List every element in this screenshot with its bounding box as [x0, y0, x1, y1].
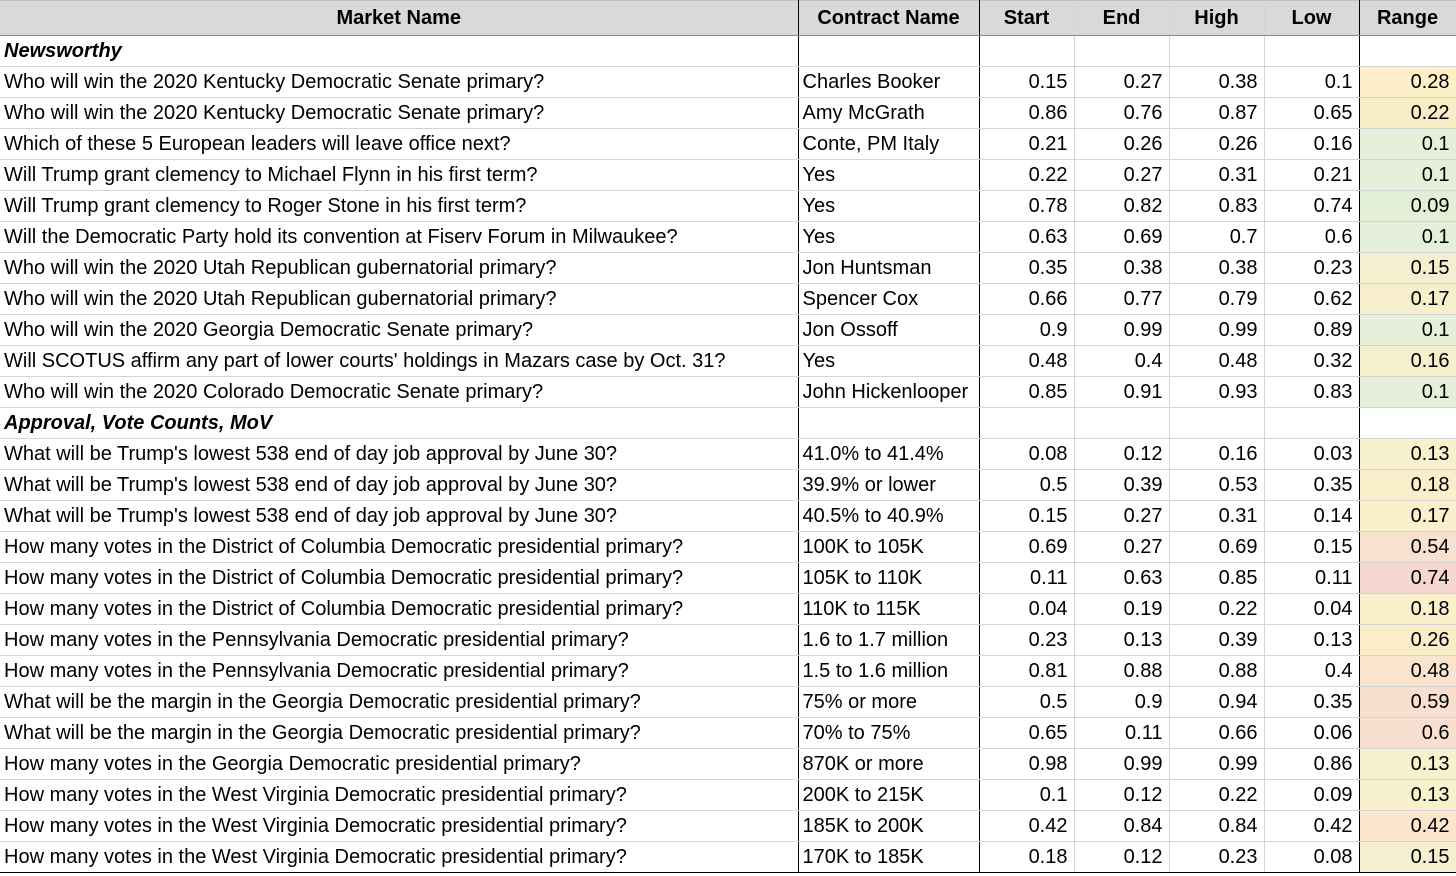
- header-contract-name[interactable]: Contract Name: [798, 1, 979, 36]
- cell-low[interactable]: 0.4: [1264, 656, 1359, 687]
- cell-low[interactable]: 0.1: [1264, 67, 1359, 98]
- cell-contract-name[interactable]: Jon Ossoff: [798, 315, 979, 346]
- section-title[interactable]: Newsworthy: [0, 36, 798, 67]
- cell-market-name[interactable]: How many votes in the District of Columbia Democratic presidential primary?: [0, 594, 798, 625]
- cell-end[interactable]: 0.69: [1074, 222, 1169, 253]
- cell-market-name[interactable]: What will be the margin in the Georgia Democratic presidential primary?: [0, 687, 798, 718]
- cell-end[interactable]: 0.27: [1074, 67, 1169, 98]
- cell-end[interactable]: 0.38: [1074, 253, 1169, 284]
- cell-end[interactable]: 0.76: [1074, 98, 1169, 129]
- cell-range[interactable]: 0.17: [1359, 501, 1456, 532]
- cell-market-name[interactable]: How many votes in the West Virginia Democratic presidential primary?: [0, 811, 798, 842]
- cell-range[interactable]: 0.54: [1359, 532, 1456, 563]
- table-row: [0, 284, 1456, 315]
- cell-start[interactable]: 0.69: [979, 532, 1074, 563]
- cell-low[interactable]: 0.21: [1264, 160, 1359, 191]
- cell-range[interactable]: 0.18: [1359, 470, 1456, 501]
- cell-contract-name[interactable]: 105K to 110K: [798, 563, 979, 594]
- cell-contract-name[interactable]: 100K to 105K: [798, 532, 979, 563]
- cell-contract-name[interactable]: Charles Booker: [798, 67, 979, 98]
- table-row: [0, 687, 1456, 718]
- cell-contract-name[interactable]: 110K to 115K: [798, 594, 979, 625]
- cell-end[interactable]: 0.27: [1074, 160, 1169, 191]
- cell-high[interactable]: 0.22: [1169, 780, 1264, 811]
- cell-contract-name[interactable]: 200K to 215K: [798, 780, 979, 811]
- table-row: [0, 501, 1456, 532]
- cell-low[interactable]: 0.83: [1264, 377, 1359, 408]
- cell-range[interactable]: 0.1: [1359, 377, 1456, 408]
- cell-end[interactable]: 0.12: [1074, 780, 1169, 811]
- table-row: [0, 377, 1456, 408]
- cell-empty[interactable]: [979, 36, 1074, 67]
- table-row: [0, 563, 1456, 594]
- cell-market-name[interactable]: How many votes in the West Virginia Democratic presidential primary?: [0, 780, 798, 811]
- cell-contract-name[interactable]: 39.9% or lower: [798, 470, 979, 501]
- header-start[interactable]: Start: [979, 1, 1074, 36]
- cell-start[interactable]: 0.5: [979, 687, 1074, 718]
- cell-market-name[interactable]: Will Trump grant clemency to Michael Flynn in his first term?: [0, 160, 798, 191]
- cell-end[interactable]: 0.4: [1074, 346, 1169, 377]
- table-row: [0, 439, 1456, 470]
- cell-high[interactable]: 0.99: [1169, 749, 1264, 780]
- cell-empty[interactable]: [1169, 408, 1264, 439]
- header-market-name[interactable]: Market Name: [0, 1, 798, 36]
- cell-market-name[interactable]: What will be Trump's lowest 538 end of day job approval by June 30?: [0, 470, 798, 501]
- cell-empty[interactable]: [1359, 408, 1456, 439]
- cell-range[interactable]: 0.74: [1359, 563, 1456, 594]
- cell-low[interactable]: 0.62: [1264, 284, 1359, 315]
- cell-high[interactable]: 0.48: [1169, 346, 1264, 377]
- cell-contract-name[interactable]: Spencer Cox: [798, 284, 979, 315]
- cell-low[interactable]: 0.42: [1264, 811, 1359, 842]
- cell-end[interactable]: 0.26: [1074, 129, 1169, 160]
- header-low[interactable]: Low: [1264, 1, 1359, 36]
- cell-empty[interactable]: [798, 36, 979, 67]
- table-row: [0, 253, 1456, 284]
- cell-high[interactable]: 0.88: [1169, 656, 1264, 687]
- header-row: [0, 1, 1456, 36]
- cell-range[interactable]: 0.15: [1359, 253, 1456, 284]
- cell-contract-name[interactable]: 170K to 185K: [798, 842, 979, 873]
- cell-start[interactable]: 0.15: [979, 501, 1074, 532]
- cell-contract-name[interactable]: 1.6 to 1.7 million: [798, 625, 979, 656]
- cell-range[interactable]: 0.17: [1359, 284, 1456, 315]
- cell-start[interactable]: 0.15: [979, 67, 1074, 98]
- header-high[interactable]: High: [1169, 1, 1264, 36]
- cell-high[interactable]: 0.79: [1169, 284, 1264, 315]
- cell-start[interactable]: 0.98: [979, 749, 1074, 780]
- cell-empty[interactable]: [1074, 36, 1169, 67]
- cell-range[interactable]: 0.13: [1359, 780, 1456, 811]
- table-row: [0, 718, 1456, 749]
- cell-market-name[interactable]: Who will win the 2020 Georgia Democratic Senate primary?: [0, 315, 798, 346]
- table-row: [0, 811, 1456, 842]
- cell-low[interactable]: 0.03: [1264, 439, 1359, 470]
- cell-start[interactable]: 0.08: [979, 439, 1074, 470]
- cell-high[interactable]: 0.39: [1169, 625, 1264, 656]
- cell-contract-name[interactable]: Conte, PM Italy: [798, 129, 979, 160]
- cell-end[interactable]: 0.77: [1074, 284, 1169, 315]
- cell-market-name[interactable]: Who will win the 2020 Utah Republican gubernatorial primary?: [0, 284, 798, 315]
- cell-high[interactable]: 0.16: [1169, 439, 1264, 470]
- cell-contract-name[interactable]: 185K to 200K: [798, 811, 979, 842]
- cell-high[interactable]: 0.66: [1169, 718, 1264, 749]
- cell-contract-name[interactable]: Yes: [798, 160, 979, 191]
- cell-market-name[interactable]: Who will win the 2020 Kentucky Democratic Senate primary?: [0, 98, 798, 129]
- cell-contract-name[interactable]: Amy McGrath: [798, 98, 979, 129]
- cell-market-name[interactable]: Who will win the 2020 Utah Republican gubernatorial primary?: [0, 253, 798, 284]
- cell-range[interactable]: 0.48: [1359, 656, 1456, 687]
- cell-contract-name[interactable]: 40.5% to 40.9%: [798, 501, 979, 532]
- cell-low[interactable]: 0.13: [1264, 625, 1359, 656]
- cell-range[interactable]: 0.22: [1359, 98, 1456, 129]
- cell-high[interactable]: 0.31: [1169, 501, 1264, 532]
- cell-empty[interactable]: [1264, 408, 1359, 439]
- cell-end[interactable]: 0.11: [1074, 718, 1169, 749]
- cell-start[interactable]: 0.65: [979, 718, 1074, 749]
- cell-range[interactable]: 0.16: [1359, 346, 1456, 377]
- cell-start[interactable]: 0.11: [979, 563, 1074, 594]
- cell-low[interactable]: 0.23: [1264, 253, 1359, 284]
- cell-range[interactable]: 0.26: [1359, 625, 1456, 656]
- cell-end[interactable]: 0.13: [1074, 625, 1169, 656]
- cell-contract-name[interactable]: 70% to 75%: [798, 718, 979, 749]
- table-row: [0, 129, 1456, 160]
- table-row: [0, 67, 1456, 98]
- cell-low[interactable]: 0.09: [1264, 780, 1359, 811]
- cell-high[interactable]: 0.23: [1169, 842, 1264, 873]
- cell-range[interactable]: 0.59: [1359, 687, 1456, 718]
- cell-low[interactable]: 0.14: [1264, 501, 1359, 532]
- cell-start[interactable]: 0.35: [979, 253, 1074, 284]
- cell-range[interactable]: 0.13: [1359, 439, 1456, 470]
- cell-low[interactable]: 0.86: [1264, 749, 1359, 780]
- cell-high[interactable]: 0.31: [1169, 160, 1264, 191]
- cell-start[interactable]: 0.23: [979, 625, 1074, 656]
- cell-range[interactable]: 0.15: [1359, 842, 1456, 873]
- cell-end[interactable]: 0.84: [1074, 811, 1169, 842]
- cell-end[interactable]: 0.82: [1074, 191, 1169, 222]
- cell-range[interactable]: 0.18: [1359, 594, 1456, 625]
- cell-range[interactable]: 0.1: [1359, 160, 1456, 191]
- cell-contract-name[interactable]: 75% or more: [798, 687, 979, 718]
- table-row: [0, 594, 1456, 625]
- cell-start[interactable]: 0.5: [979, 470, 1074, 501]
- cell-end[interactable]: 0.91: [1074, 377, 1169, 408]
- table-row: [0, 191, 1456, 222]
- cell-low[interactable]: 0.35: [1264, 687, 1359, 718]
- cell-market-name[interactable]: How many votes in the West Virginia Democratic presidential primary?: [0, 842, 798, 873]
- cell-high[interactable]: 0.7: [1169, 222, 1264, 253]
- cell-high[interactable]: 0.84: [1169, 811, 1264, 842]
- cell-market-name[interactable]: What will be the margin in the Georgia Democratic presidential primary?: [0, 718, 798, 749]
- cell-contract-name[interactable]: Yes: [798, 222, 979, 253]
- cell-market-name[interactable]: What will be Trump's lowest 538 end of day job approval by June 30?: [0, 439, 798, 470]
- cell-contract-name[interactable]: 870K or more: [798, 749, 979, 780]
- table-row: [0, 222, 1456, 253]
- cell-market-name[interactable]: How many votes in the Georgia Democratic presidential primary?: [0, 749, 798, 780]
- cell-market-name[interactable]: Who will win the 2020 Kentucky Democratic Senate primary?: [0, 67, 798, 98]
- cell-start[interactable]: 0.86: [979, 98, 1074, 129]
- cell-contract-name[interactable]: 1.5 to 1.6 million: [798, 656, 979, 687]
- cell-contract-name[interactable]: John Hickenlooper: [798, 377, 979, 408]
- cell-start[interactable]: 0.1: [979, 780, 1074, 811]
- cell-end[interactable]: 0.19: [1074, 594, 1169, 625]
- table-row: [0, 160, 1456, 191]
- cell-high[interactable]: 0.26: [1169, 129, 1264, 160]
- cell-range[interactable]: 0.1: [1359, 129, 1456, 160]
- cell-low[interactable]: 0.15: [1264, 532, 1359, 563]
- cell-high[interactable]: 0.53: [1169, 470, 1264, 501]
- table-row: [0, 749, 1456, 780]
- cell-start[interactable]: 0.42: [979, 811, 1074, 842]
- cell-low[interactable]: 0.08: [1264, 842, 1359, 873]
- cell-contract-name[interactable]: 41.0% to 41.4%: [798, 439, 979, 470]
- cell-market-name[interactable]: How many votes in the Pennsylvania Democratic presidential primary?: [0, 656, 798, 687]
- cell-contract-name[interactable]: Jon Huntsman: [798, 253, 979, 284]
- cell-high[interactable]: 0.94: [1169, 687, 1264, 718]
- cell-empty[interactable]: [1169, 36, 1264, 67]
- cell-market-name[interactable]: Which of these 5 European leaders will leave office next?: [0, 129, 798, 160]
- cell-low[interactable]: 0.65: [1264, 98, 1359, 129]
- cell-range[interactable]: 0.28: [1359, 67, 1456, 98]
- cell-empty[interactable]: [979, 408, 1074, 439]
- cell-end[interactable]: 0.88: [1074, 656, 1169, 687]
- table-row: [0, 625, 1456, 656]
- cell-contract-name[interactable]: Yes: [798, 191, 979, 222]
- cell-market-name[interactable]: Will SCOTUS affirm any part of lower courts' holdings in Mazars case by Oct. 31?: [0, 346, 798, 377]
- cell-start[interactable]: 0.81: [979, 656, 1074, 687]
- cell-end[interactable]: 0.99: [1074, 749, 1169, 780]
- cell-range[interactable]: 0.13: [1359, 749, 1456, 780]
- cell-low[interactable]: 0.35: [1264, 470, 1359, 501]
- table-row: [0, 98, 1456, 129]
- table-row: [0, 470, 1456, 501]
- table-row: [0, 842, 1456, 873]
- cell-start[interactable]: 0.21: [979, 129, 1074, 160]
- cell-market-name[interactable]: How many votes in the District of Columbia Democratic presidential primary?: [0, 563, 798, 594]
- cell-range[interactable]: 0.42: [1359, 811, 1456, 842]
- table-row: [0, 532, 1456, 563]
- cell-market-name[interactable]: Will the Democratic Party hold its convention at Fiserv Forum in Milwaukee?: [0, 222, 798, 253]
- cell-start[interactable]: 0.22: [979, 160, 1074, 191]
- cell-market-name[interactable]: How many votes in the District of Columbia Democratic presidential primary?: [0, 532, 798, 563]
- cell-high[interactable]: 0.22: [1169, 594, 1264, 625]
- cell-high[interactable]: 0.87: [1169, 98, 1264, 129]
- cell-end[interactable]: 0.12: [1074, 439, 1169, 470]
- cell-empty[interactable]: [1359, 36, 1456, 67]
- cell-market-name[interactable]: Will Trump grant clemency to Roger Stone in his first term?: [0, 191, 798, 222]
- cell-low[interactable]: 0.32: [1264, 346, 1359, 377]
- cell-range[interactable]: 0.09: [1359, 191, 1456, 222]
- cell-market-name[interactable]: What will be Trump's lowest 538 end of day job approval by June 30?: [0, 501, 798, 532]
- cell-end[interactable]: 0.9: [1074, 687, 1169, 718]
- cell-range[interactable]: 0.6: [1359, 718, 1456, 749]
- cell-start[interactable]: 0.78: [979, 191, 1074, 222]
- cell-start[interactable]: 0.9: [979, 315, 1074, 346]
- cell-start[interactable]: 0.63: [979, 222, 1074, 253]
- cell-start[interactable]: 0.04: [979, 594, 1074, 625]
- cell-high[interactable]: 0.93: [1169, 377, 1264, 408]
- cell-end[interactable]: 0.63: [1074, 563, 1169, 594]
- table-row: [0, 656, 1456, 687]
- cell-low[interactable]: 0.74: [1264, 191, 1359, 222]
- cell-high[interactable]: 0.38: [1169, 253, 1264, 284]
- table-body: [0, 36, 1456, 873]
- cell-high[interactable]: 0.83: [1169, 191, 1264, 222]
- cell-low[interactable]: 0.11: [1264, 563, 1359, 594]
- cell-range[interactable]: 0.1: [1359, 222, 1456, 253]
- cell-low[interactable]: 0.6: [1264, 222, 1359, 253]
- section-header-row: [0, 36, 1456, 67]
- cell-empty[interactable]: [1074, 408, 1169, 439]
- cell-end[interactable]: 0.99: [1074, 315, 1169, 346]
- cell-market-name[interactable]: Who will win the 2020 Colorado Democratic Senate primary?: [0, 377, 798, 408]
- table-row: [0, 315, 1456, 346]
- cell-end[interactable]: 0.27: [1074, 532, 1169, 563]
- cell-contract-name[interactable]: Yes: [798, 346, 979, 377]
- cell-high[interactable]: 0.38: [1169, 67, 1264, 98]
- cell-start[interactable]: 0.85: [979, 377, 1074, 408]
- cell-high[interactable]: 0.69: [1169, 532, 1264, 563]
- cell-high[interactable]: 0.99: [1169, 315, 1264, 346]
- section-header-row: [0, 408, 1456, 439]
- table-row: [0, 780, 1456, 811]
- cell-low[interactable]: 0.04: [1264, 594, 1359, 625]
- cell-start[interactable]: 0.48: [979, 346, 1074, 377]
- table-row: [0, 346, 1456, 377]
- cell-range[interactable]: 0.1: [1359, 315, 1456, 346]
- cell-market-name[interactable]: How many votes in the Pennsylvania Democratic presidential primary?: [0, 625, 798, 656]
- header-range[interactable]: Range: [1359, 1, 1456, 36]
- section-title[interactable]: Approval, Vote Counts, MoV: [0, 408, 798, 439]
- cell-end[interactable]: 0.27: [1074, 501, 1169, 532]
- cell-empty[interactable]: [798, 408, 979, 439]
- cell-high[interactable]: 0.85: [1169, 563, 1264, 594]
- cell-empty[interactable]: [1264, 36, 1359, 67]
- header-end[interactable]: End: [1074, 1, 1169, 36]
- cell-low[interactable]: 0.06: [1264, 718, 1359, 749]
- cell-low[interactable]: 0.16: [1264, 129, 1359, 160]
- cell-low[interactable]: 0.89: [1264, 315, 1359, 346]
- cell-end[interactable]: 0.12: [1074, 842, 1169, 873]
- cell-start[interactable]: 0.66: [979, 284, 1074, 315]
- cell-start[interactable]: 0.18: [979, 842, 1074, 873]
- cell-end[interactable]: 0.39: [1074, 470, 1169, 501]
